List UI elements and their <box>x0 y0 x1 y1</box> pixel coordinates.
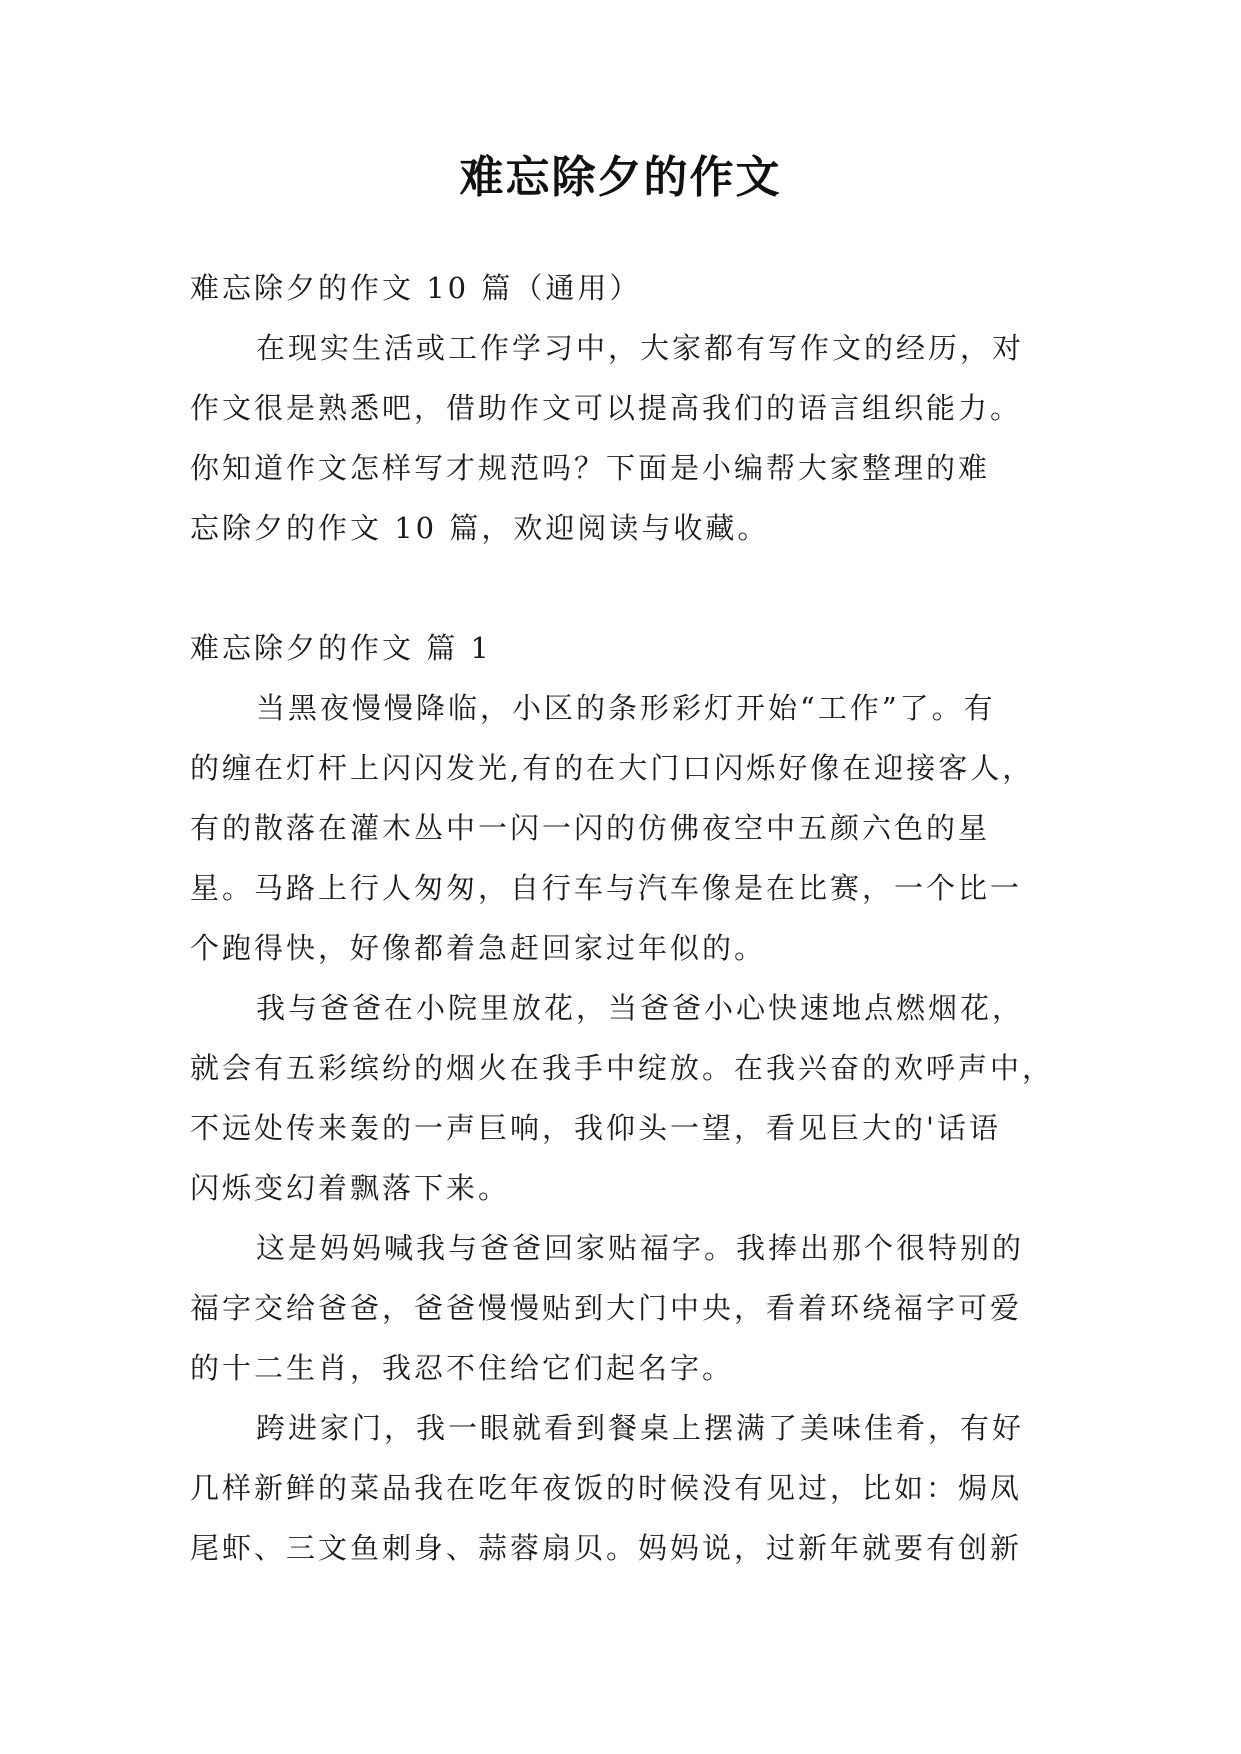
paragraph-line: 我与爸爸在小院里放花，当爸爸小心快速地点燃烟花， <box>256 991 1025 1025</box>
paragraph-line: 当黑夜慢慢降临，小区的条形彩灯开始“工作”了。有 <box>256 691 996 725</box>
intro-line: 你知道作文怎样写才规范吗？下面是小编帮大家整理的难 <box>190 451 991 485</box>
paragraph-line: 跨进家门，我一眼就看到餐桌上摆满了美味佳肴，有好 <box>256 1411 1025 1445</box>
paragraph-line: 闪烁变幻着飘落下来。 <box>190 1171 511 1205</box>
intro-line: 在现实生活或工作学习中，大家都有写作文的经历，对 <box>256 331 1025 365</box>
section-spacer <box>190 558 1070 618</box>
paragraph-1 <box>190 678 1070 978</box>
paragraph-line: 有的散落在灌木丛中一闪一闪的仿佛夜空中五颜六色的星 <box>190 811 991 845</box>
paragraph-line: 星。马路上行人匆匆，自行车与汽车像是在比赛，一个比一 <box>190 871 1023 905</box>
paragraph-line: 不远处传来轰的一声巨响，我仰头一望，看见巨大的'话语 <box>190 1111 1001 1145</box>
intro-paragraph <box>190 318 1070 558</box>
paragraph-line: 的缠在灯杆上闪闪发光,有的在大门口闪烁好像在迎接客人， <box>190 751 1035 785</box>
paragraph-line: 这是妈妈喊我与爸爸回家贴福字。我捧出那个很特别的 <box>256 1231 1025 1265</box>
paragraph-line: 个跑得快，好像都着急赶回家过年似的。 <box>190 931 767 965</box>
paragraph-line: 几样新鲜的菜品我在吃年夜饭的时候没有见过，比如：焗凤 <box>190 1471 1023 1505</box>
paragraph-line: 就会有五彩缤纷的烟火在我手中绽放。在我兴奋的欢呼声中， <box>190 1051 1055 1085</box>
intro-line: 忘除夕的作文 10 篇，欢迎阅读与收藏。 <box>190 511 770 545</box>
paragraph-2 <box>190 978 1070 1218</box>
paragraph-3 <box>190 1218 1070 1398</box>
paragraph-line: 的十二生肖，我忍不住给它们起名字。 <box>190 1351 735 1385</box>
document-body <box>190 258 1070 1578</box>
section-heading: 难忘除夕的作文 篇 1 <box>190 631 492 665</box>
paragraph-4 <box>190 1398 1070 1578</box>
paragraph-line: 尾虾、三文鱼刺身、蒜蓉扇贝。妈妈说，过新年就要有创新 <box>190 1531 1023 1565</box>
document-title: 难忘除夕的作文 <box>459 152 782 203</box>
intro-line: 作文很是熟悉吧，借助作文可以提高我们的语言组织能力。 <box>190 391 1023 425</box>
subtitle: 难忘除夕的作文 10 篇（通用） <box>190 271 642 305</box>
paragraph-line: 福字交给爸爸，爸爸慢慢贴到大门中央，看着环绕福字可爱 <box>190 1291 1023 1325</box>
